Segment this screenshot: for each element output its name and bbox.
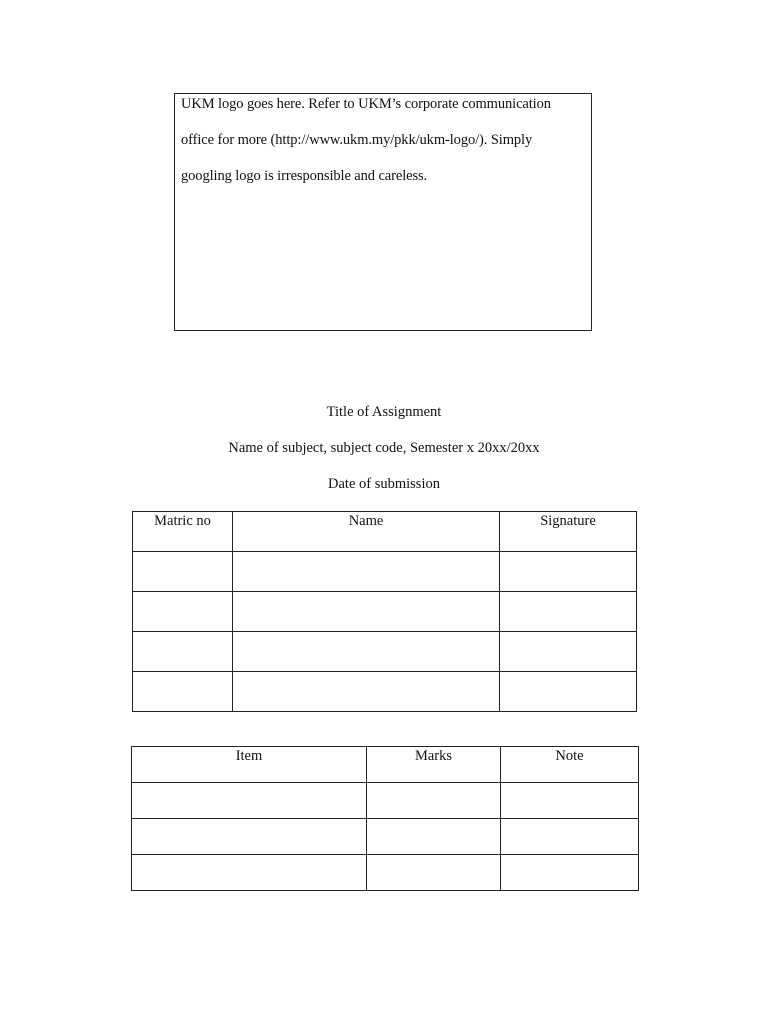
- table-row: [133, 552, 637, 592]
- submission-date: Date of submission: [328, 476, 440, 492]
- signature-cell[interactable]: [500, 552, 637, 592]
- table-row: [132, 855, 639, 891]
- assignment-title: Title of Assignment: [326, 404, 442, 420]
- marks-table: [131, 746, 639, 891]
- table-header-row: [132, 747, 639, 783]
- header-cell: [501, 747, 639, 783]
- logo-placeholder-box: [174, 93, 592, 331]
- marks-cell[interactable]: [367, 783, 501, 819]
- header-name: Name: [348, 513, 384, 529]
- header-cell: [367, 747, 501, 783]
- signature-cell[interactable]: [500, 672, 637, 712]
- header-cell: [500, 512, 637, 552]
- header-note: Note: [555, 748, 584, 764]
- matric-no-cell[interactable]: [133, 632, 233, 672]
- note-cell[interactable]: [501, 819, 639, 855]
- marks-cell[interactable]: [367, 855, 501, 891]
- members-table: [132, 511, 637, 712]
- table-row: [133, 672, 637, 712]
- matric-no-cell[interactable]: [133, 672, 233, 712]
- subject-line: Name of subject, subject code, Semester x 20xx/20xx: [228, 440, 540, 456]
- table-header-row: [133, 512, 637, 552]
- logo-instruction-line-1: UKM logo goes here. Refer to UKM’s corporate communication: [181, 96, 551, 112]
- table-row: [132, 819, 639, 855]
- note-cell[interactable]: [501, 783, 639, 819]
- table-row: [132, 783, 639, 819]
- table-row: [133, 592, 637, 632]
- header-cell: [133, 512, 233, 552]
- matric-no-cell[interactable]: [133, 592, 233, 632]
- name-cell[interactable]: [233, 632, 500, 672]
- signature-cell[interactable]: [500, 632, 637, 672]
- table-row: [133, 632, 637, 672]
- header-item: Item: [235, 748, 263, 764]
- item-cell[interactable]: [132, 819, 367, 855]
- name-cell[interactable]: [233, 672, 500, 712]
- name-cell[interactable]: [233, 592, 500, 632]
- note-cell[interactable]: [501, 855, 639, 891]
- logo-instruction-line-3: googling logo is irresponsible and careless.: [181, 168, 428, 184]
- matric-no-cell[interactable]: [133, 552, 233, 592]
- item-cell[interactable]: [132, 783, 367, 819]
- logo-instruction-line-2: office for more (http://www.ukm.my/pkk/ukm-logo/). Simply: [181, 132, 533, 148]
- header-marks: Marks: [414, 748, 453, 764]
- header-matric-no: Matric no: [154, 513, 211, 529]
- header-cell: [132, 747, 367, 783]
- signature-cell[interactable]: [500, 592, 637, 632]
- name-cell[interactable]: [233, 552, 500, 592]
- header-cell: [233, 512, 500, 552]
- marks-cell[interactable]: [367, 819, 501, 855]
- item-cell[interactable]: [132, 855, 367, 891]
- header-signature: Signature: [540, 513, 596, 529]
